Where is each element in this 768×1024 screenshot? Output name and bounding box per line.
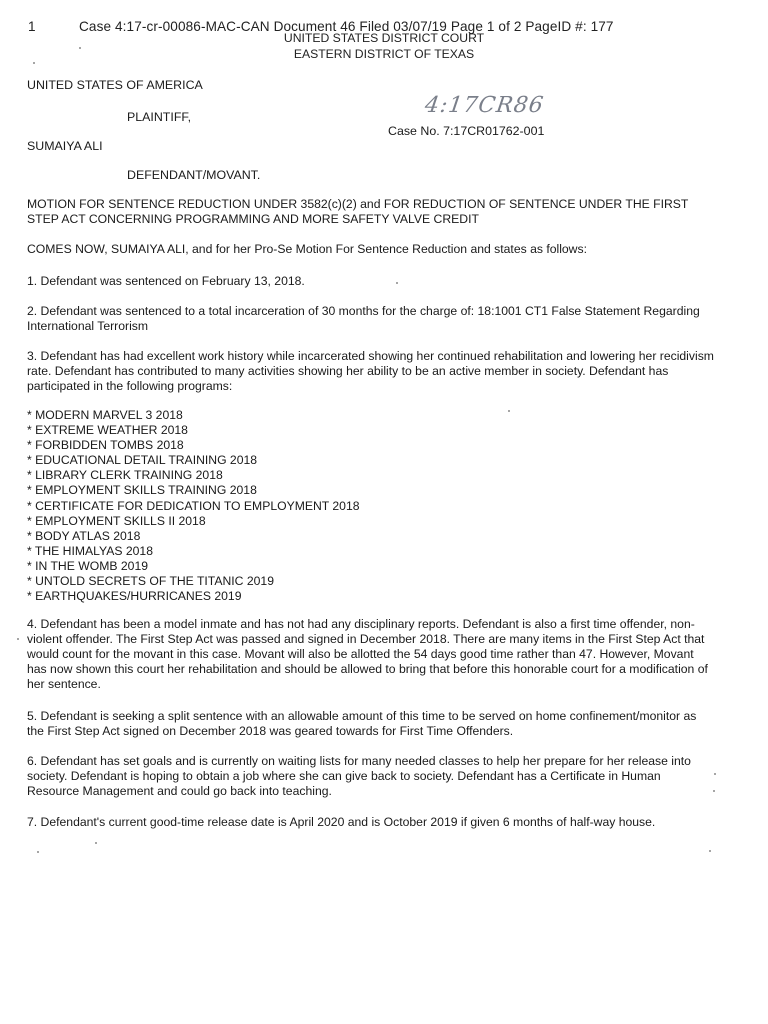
paragraph-3	[27, 349, 727, 394]
scan-speck	[79, 47, 81, 49]
page-number-mark: 1	[28, 19, 36, 34]
paragraph-line: society. Defendant is hoping to obtain a job where she can give back to society. Defendant has a Certificate in Human	[27, 769, 661, 783]
court-district: EASTERN DISTRICT OF TEXAS	[293, 47, 475, 61]
programs-list	[27, 408, 360, 604]
handwritten-case-number: 4:17CR86	[423, 93, 546, 118]
intro-paragraph: COMES NOW, SUMAIYA ALI, and for her Pro-Se Motion For Sentence Reduction and states as follows:	[27, 242, 587, 256]
list-item: * LIBRARY CLERK TRAINING 2018	[27, 468, 223, 483]
list-item: * EMPLOYMENT SKILLS II 2018	[27, 513, 206, 528]
paragraph-2	[27, 304, 727, 334]
scan-speck	[714, 773, 716, 775]
list-item: * EARTHQUAKES/HURRICANES 2019	[27, 589, 242, 604]
paragraph-4	[27, 617, 727, 692]
paragraph-line: has now shown this court her rehabilitation and should be allowed to bring that before this honorable court for a modification of	[27, 662, 708, 676]
scan-speck	[396, 282, 398, 284]
paragraph-6	[27, 754, 727, 799]
list-item: * IN THE WOMB 2019	[27, 558, 149, 573]
paragraph-line: 4. Defendant has been a model inmate and has not had any disciplinary reports. Defendant is also a first time offender, non-	[27, 617, 695, 631]
paragraph-line: 6. Defendant has set goals and is currently on waiting lists for many needed classes to help her prepare for her release into	[27, 754, 691, 768]
scan-speck	[713, 790, 715, 792]
paragraph-line: participated in the following programs:	[27, 379, 233, 393]
list-item: * BODY ATLAS 2018	[27, 528, 141, 543]
paragraph-7: 7. Defendant's current good-time release date is April 2020 and is October 2019 if given 6 months of half-way house.	[27, 815, 656, 829]
defendant-role: DEFENDANT/MOVANT.	[127, 168, 261, 182]
paragraph-line: 5. Defendant is seeking a split sentence with an allowable amount of this time to be served on home confinement/monitor as	[27, 709, 697, 723]
paragraph-line: 3. Defendant has had excellent work history while incarcerated showing her continued rehabilitation and lowering her recidivism	[27, 349, 714, 363]
scan-speck	[508, 410, 510, 412]
paragraph-line: Resource Management and could go back into teaching.	[27, 784, 332, 798]
plaintiff-name: UNITED STATES OF AMERICA	[27, 78, 203, 92]
paragraph-line: International Terrorism	[27, 319, 149, 333]
paragraph-line: violent offender. The First Step Act was passed and signed in December 2018. There are many items in the First Step Act that	[27, 632, 705, 646]
paragraph-line: the First Step Act signed on December 2018 was geared towards for First Time Offenders.	[27, 724, 514, 738]
scan-speck	[17, 638, 19, 640]
defendant-name: SUMAIYA ALI	[27, 139, 103, 153]
plaintiff-role: PLAINTIFF,	[127, 110, 192, 124]
court-name: UNITED STATES DISTRICT COURT	[283, 31, 485, 45]
motion-title-line: MOTION FOR SENTENCE REDUCTION UNDER 3582(c)(2) and FOR REDUCTION OF SENTENCE UNDER THE FIRST	[27, 197, 689, 211]
list-item: * EXTREME WEATHER 2018	[27, 423, 188, 438]
list-item: * CERTIFICATE FOR DEDICATION TO EMPLOYMENT 2018	[27, 498, 360, 513]
case-number: Case No. 7:17CR01762-001	[388, 124, 545, 138]
paragraph-1: 1. Defendant was sentenced on February 13, 2018.	[27, 274, 305, 288]
paragraph-line: her sentence.	[27, 677, 101, 691]
list-item: * UNTOLD SECRETS OF THE TITANIC 2019	[27, 574, 274, 589]
scan-speck	[709, 850, 711, 852]
paragraph-line: 2. Defendant was sentenced to a total incarceration of 30 months for the charge of: 18:1001 CT1 False Statement Regarding	[27, 304, 700, 318]
list-item: * MODERN MARVEL 3 2018	[27, 408, 183, 422]
motion-title	[27, 197, 727, 227]
paragraph-line: would count for the movant in this case. Movant will also be allotted the 54 days good time rather than 47. However, Movant	[27, 647, 694, 661]
scan-speck	[95, 842, 97, 844]
paragraph-5	[27, 709, 727, 739]
list-item: * EMPLOYMENT SKILLS TRAINING 2018	[27, 483, 257, 498]
paragraph-line: rate. Defendant has contributed to many activities showing her ability to be an active member in society. Defendant has	[27, 364, 669, 378]
motion-title-line: STEP ACT CONCERNING PROGRAMMING AND MORE SAFETY VALVE CREDIT	[27, 212, 479, 226]
scan-speck	[33, 62, 35, 64]
case-header-stamp: Case 4:17-cr-00086-MAC-CAN Document 46 Filed 03/07/19 Page 1 of 2 PageID #: 177	[79, 19, 614, 34]
list-item: * THE HIMALYAS 2018	[27, 543, 153, 558]
list-item: * EDUCATIONAL DETAIL TRAINING 2018	[27, 453, 258, 468]
list-item: * FORBIDDEN TOMBS 2018	[27, 438, 184, 453]
scan-speck	[37, 851, 39, 853]
